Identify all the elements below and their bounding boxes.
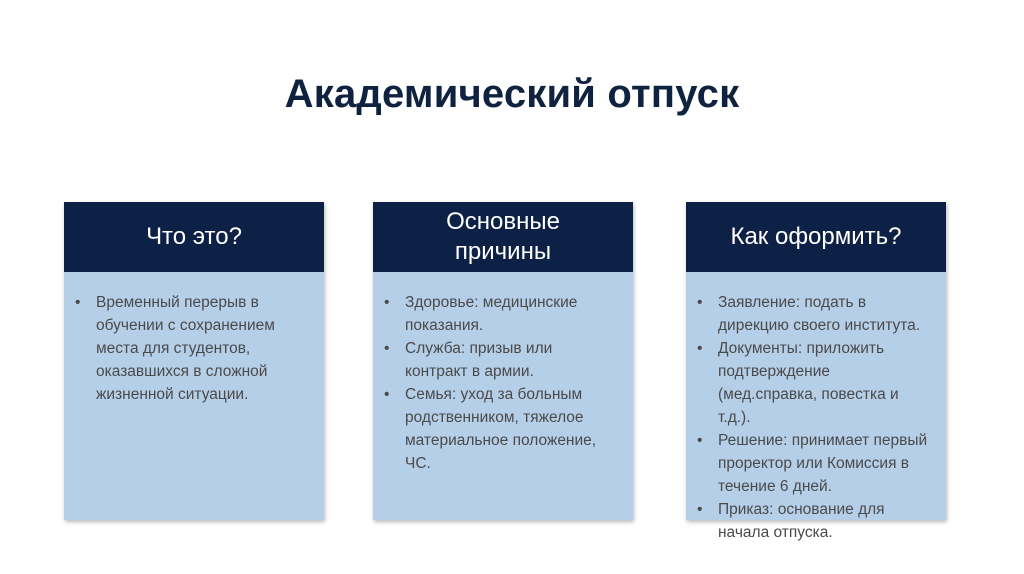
- card-body: [686, 272, 946, 541]
- card-what-is-it: [64, 202, 324, 520]
- list-item: • Семья: уход за больным родственником, тяжелое материальное положение, ЧС.: [384, 383, 617, 475]
- card-header: Основные причины: [373, 202, 633, 272]
- list-item: • Служба: призыв или контракт в армии.: [384, 337, 617, 383]
- card-header: Что это?: [64, 202, 324, 272]
- list-item: • Заявление: подать в дирекцию своего института.: [697, 291, 930, 337]
- list-item: • Документы: приложить подтверждение (мед.справка, повестка и т.д.).: [697, 337, 930, 429]
- card-body: [373, 272, 633, 520]
- bullet-list: [697, 291, 930, 544]
- list-item: • Временный перерыв в обучении с сохранением места для студентов, оказавшихся в сложной жизненной ситуации.: [75, 291, 308, 406]
- card-body: [64, 272, 324, 520]
- list-item: • Приказ: основание для начала отпуска.: [697, 498, 930, 544]
- card-how-to-apply: [686, 202, 946, 541]
- bullet-list: [384, 291, 617, 475]
- list-item: • Решение: принимает первый проректор или Комиссия в течение 6 дней.: [697, 429, 930, 498]
- list-item: • Здоровье: медицинские показания.: [384, 291, 617, 337]
- card-main-reasons: [373, 202, 633, 520]
- bullet-list: [75, 291, 308, 406]
- slide-title: Академический отпуск: [284, 72, 740, 116]
- card-header: Как оформить?: [686, 202, 946, 272]
